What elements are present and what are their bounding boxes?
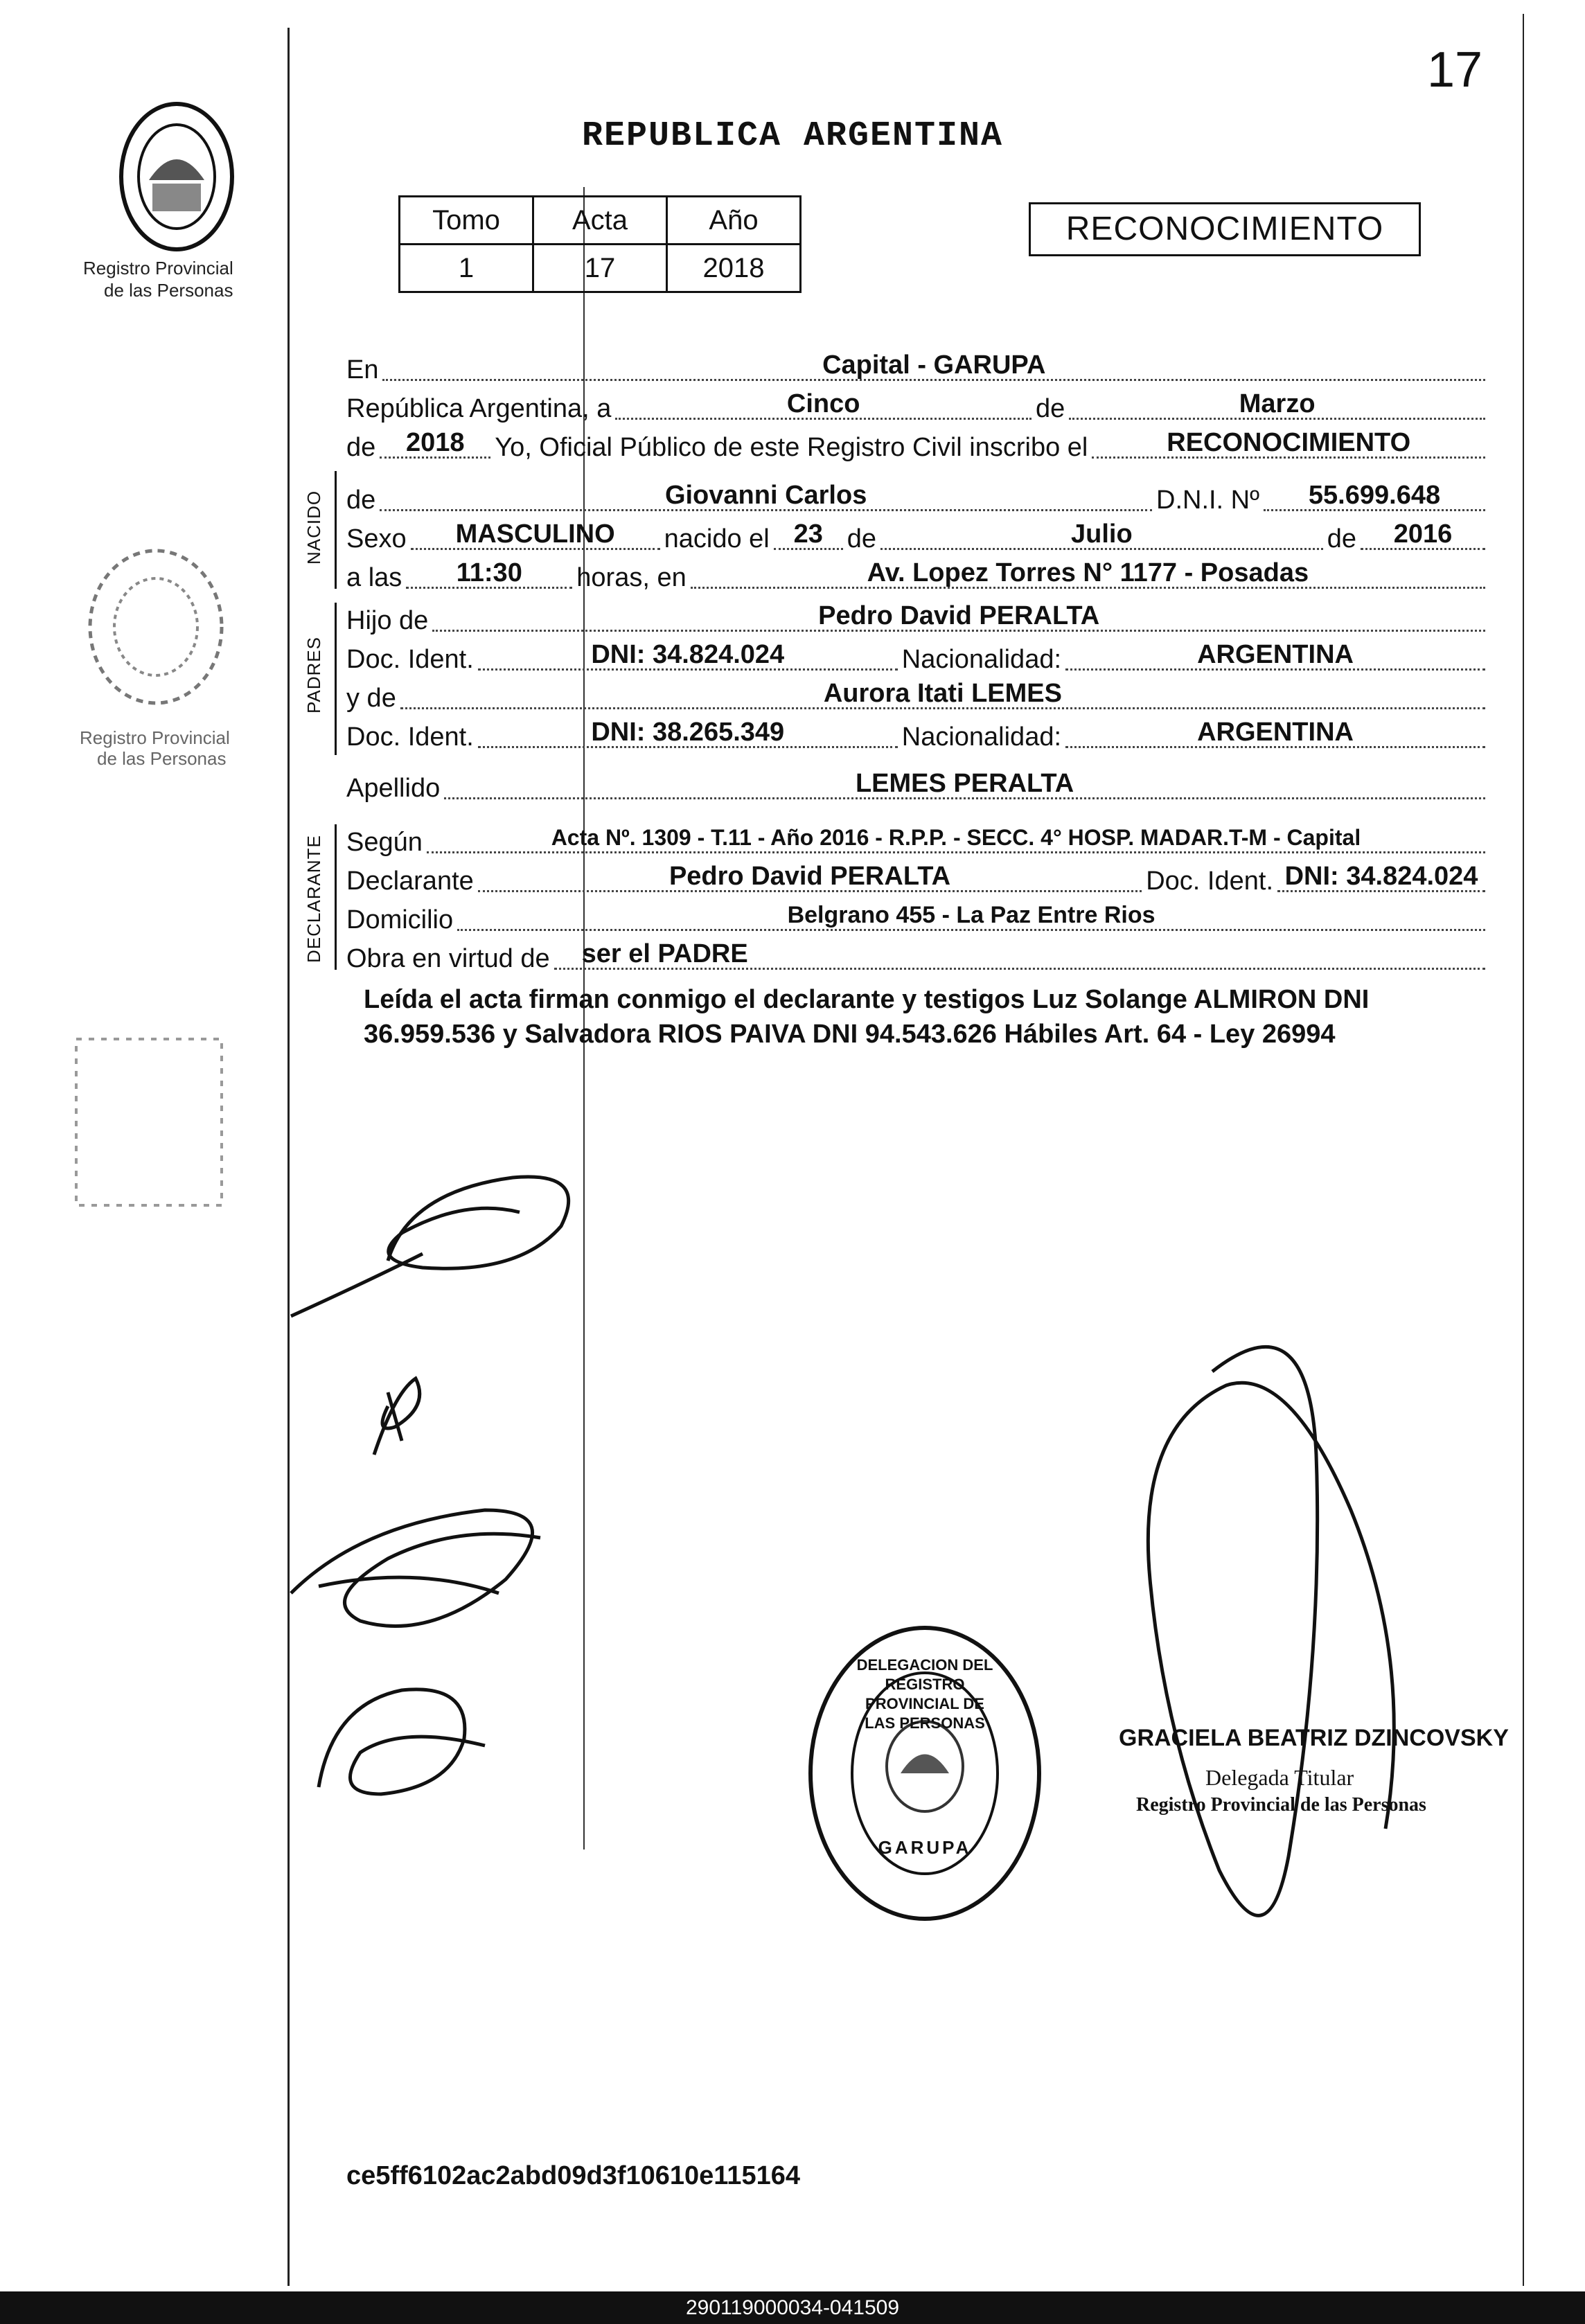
value-tomo: 1 [400,245,533,292]
signature-1-icon [284,1150,672,1330]
label-apellido: Apellido [346,774,441,803]
obra-value: ser el PADRE [554,940,1485,970]
child-dni: 55.699.648 [1264,481,1485,511]
declarante-section-label: DECLARANTE [303,835,324,963]
domicile-value: Belgrano 455 - La Paz Entre Rios [457,901,1485,931]
nacido-birth-row [346,515,1489,554]
label-birth-de: de [847,524,877,553]
label-mother-doc: Doc. Ident. [346,722,474,752]
father-doc-row [346,636,1489,675]
label-declarant-doc: Doc. Ident. [1146,867,1273,896]
document-hash: ce5ff6102ac2abd09d3f10610e115164 [346,2161,800,2190]
value-ano: 2018 [667,245,801,292]
father-nationality: ARGENTINA [1065,641,1485,671]
label-father-doc: Doc. Ident. [346,645,474,674]
declarante-bar [335,824,337,970]
year-row [346,424,1489,463]
signature-3-icon [305,1662,526,1815]
initial-mark-icon [360,1365,436,1462]
faded-stamp-icon [62,1025,236,1219]
declarant-doc: DNI: 34.824.024 [1277,862,1485,892]
footer-code-bar: 290119000034-041509 [0,2291,1585,2324]
official-org: Registro Provincial de las Personas [1136,1794,1426,1816]
segun-row [346,819,1489,858]
right-edge-line [1523,14,1524,2286]
label-horas-en: horas, en [576,563,687,592]
domicile-row [346,896,1489,935]
signature-2-icon [277,1482,637,1662]
label-mother-nat: Nacionalidad: [901,722,1062,752]
header-tomo: Tomo [400,197,533,245]
label-en: En [346,355,379,384]
header-acta: Acta [533,197,667,245]
label-domicilio: Domicilio [346,905,454,934]
official-name: GRACIELA BEATRIZ DZINCOVSKY [1119,1725,1509,1751]
declarant-row [346,858,1489,896]
label-republica: República Argentina, a [346,394,612,423]
date-day: Cinco [615,390,1031,420]
mother-name: Aurora Itati LEMES [400,680,1485,709]
label-nacido-de: de [346,486,376,515]
father-row [346,597,1489,636]
delegation-stamp [804,1621,1046,1926]
birth-year: 2016 [1361,520,1485,550]
father-doc: DNI: 34.824.024 [478,641,898,671]
date-month: Marzo [1069,390,1485,420]
closing-note: Leída el acta firman conmigo el declarante y testigos Luz Solange ALMIRON DNI 36.959.536 y Salvadora RIOS PAIVA DNI 94.543.626 Hábiles Art. 64 - Ley 26994 [364,985,1370,1049]
mother-row [346,675,1489,713]
label-declarante: Declarante [346,867,474,896]
sidebar [0,0,270,2286]
mother-doc-row [346,713,1489,752]
label-birth-de2: de [1327,524,1356,553]
declarant-name: Pedro David PERALTA [478,862,1142,892]
nacido-bar [335,471,337,589]
label-de2: de [346,433,376,462]
registry-label-faded-2: de las Personas [97,748,227,769]
birth-month: Julio [880,520,1323,550]
obra-row [346,935,1489,974]
segun-value: Acta Nº. 1309 - T.11 - Año 2016 - R.P.P. - SECC. 4° HOSP. MADAR.T-M - Capital [427,824,1485,853]
book-reference-table [398,195,802,293]
surname-row [346,765,1489,804]
place-value: Capital - GARUPA [382,351,1485,381]
label-dni: D.N.I. Nº [1156,486,1259,515]
stamp-city: GARUPA [878,1837,972,1858]
label-segun: Según [346,828,423,857]
birth-day: 23 [774,520,843,550]
padres-section-label: PADRES [303,637,324,713]
nacido-section-label: NACIDO [303,490,324,565]
padres-bar [335,603,337,755]
date-row [346,385,1489,424]
header-ano: Año [667,197,801,245]
child-sex: MASCULINO [411,520,660,550]
label-de: de [1036,394,1065,423]
registry-label-2: de las Personas [104,280,233,301]
mother-nationality: ARGENTINA [1065,718,1485,748]
father-name: Pedro David PERALTA [432,602,1485,632]
birth-time: 11:30 [406,559,572,589]
page-number: 17 [1427,42,1483,98]
label-y-de: y de [346,684,396,713]
nacido-time-row [346,554,1489,593]
surname-value: LEMES PERALTA [444,770,1485,799]
child-name: Giovanni Carlos [380,481,1152,511]
label-obra: Obra en virtud de [346,944,550,973]
label-father-nat: Nacionalidad: [901,645,1062,674]
label-sexo: Sexo [346,524,407,553]
date-year: 2018 [380,429,490,459]
official-signature-icon [1108,1302,1441,1995]
label-nacido-el: nacido el [664,524,770,553]
value-acta: 17 [533,245,667,292]
mother-doc: DNI: 38.265.349 [478,718,898,748]
nacido-name-row [346,477,1489,515]
place-row [346,346,1489,385]
official-role: Delegada Titular [1205,1765,1354,1790]
registry-label-faded-1: Registro Provincial [80,727,230,748]
document-title: REPUBLICA ARGENTINA [581,116,1004,156]
stamp-ring-text: DELEGACION DEL REGISTRO PROVINCIAL DE LAS PERSONAS [856,1656,993,1732]
registry-label-1: Registro Provincial [83,258,233,278]
birth-place: Av. Lopez Torres N° 1177 - Posadas [691,559,1485,589]
inscribe-value: RECONOCIMIENTO [1092,429,1485,459]
act-type-box: RECONOCIMIENTO [1029,202,1421,256]
faded-seal-icon [76,540,236,713]
label-hijo-de: Hijo de [346,606,429,635]
label-a-las: a las [346,563,402,592]
label-yo-oficial: Yo, Oficial Público de este Registro Civil inscribo el [495,433,1088,462]
